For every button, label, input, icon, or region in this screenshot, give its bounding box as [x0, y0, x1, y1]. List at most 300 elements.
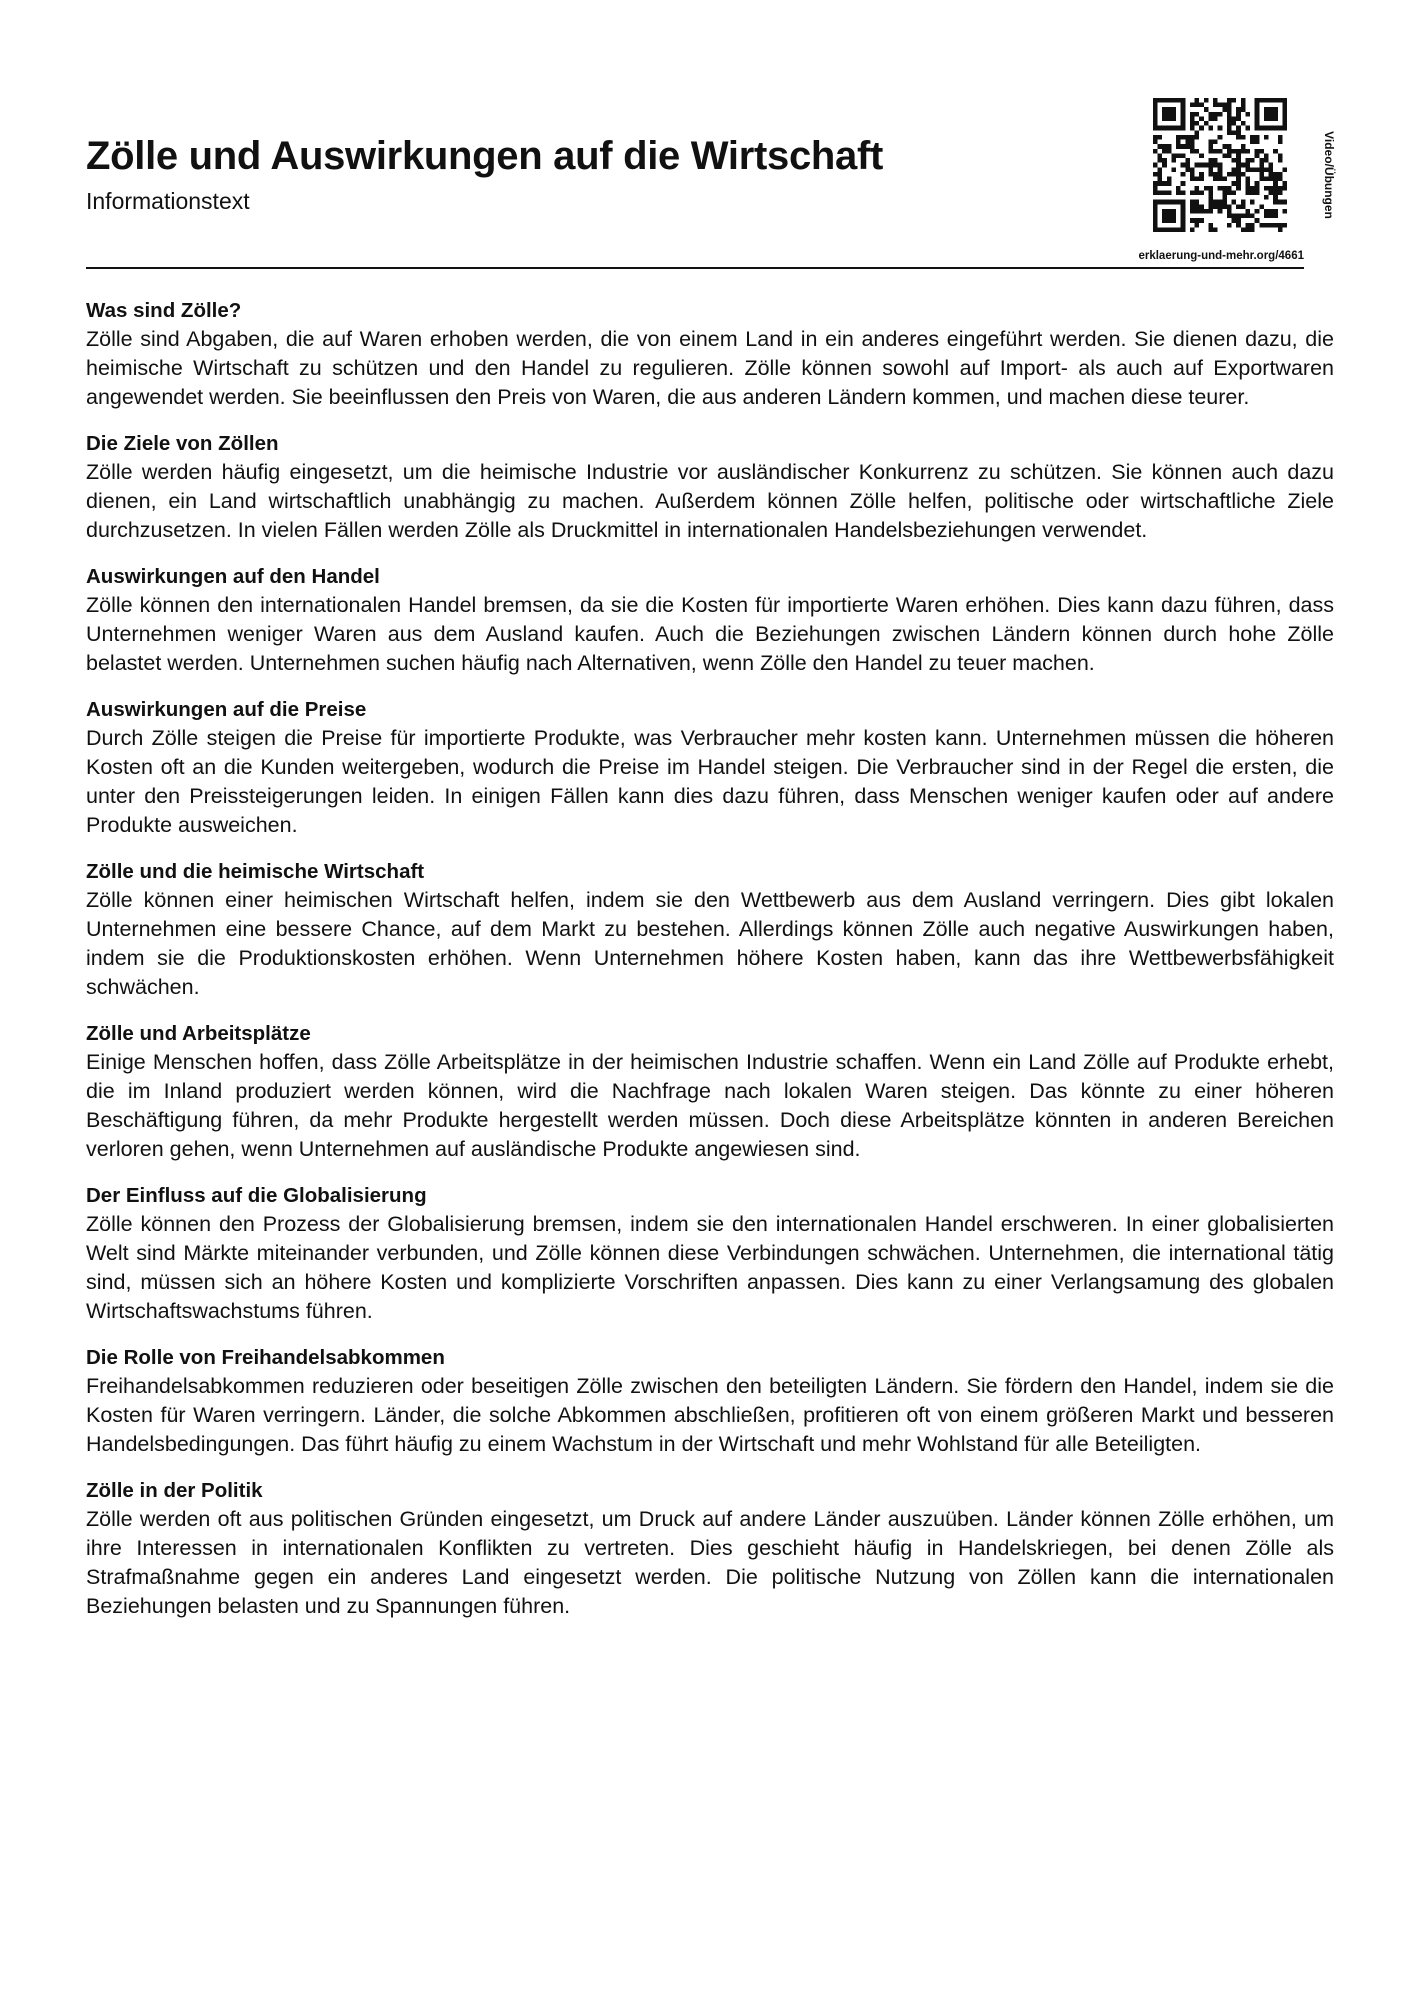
qr-module — [1167, 209, 1172, 214]
qr-module — [1213, 200, 1218, 205]
qr-module — [1208, 223, 1213, 228]
qr-module — [1195, 163, 1200, 168]
qr-module — [1282, 181, 1287, 186]
section-ziele-von-zoellen — [86, 429, 1334, 545]
qr-module — [1273, 98, 1278, 103]
qr-module — [1255, 209, 1260, 214]
qr-module — [1213, 163, 1218, 168]
qr-module — [1269, 167, 1274, 172]
qr-module — [1153, 163, 1158, 168]
qr-module — [1181, 204, 1186, 209]
qr-module — [1264, 214, 1269, 219]
qr-module — [1185, 167, 1190, 172]
qr-module — [1227, 116, 1232, 121]
qr-module — [1162, 107, 1167, 112]
qr-module — [1208, 200, 1213, 205]
qr-module — [1153, 181, 1158, 186]
qr-module — [1259, 223, 1264, 228]
qr-module — [1264, 209, 1269, 214]
qr-module — [1199, 116, 1204, 121]
qr-module — [1222, 103, 1227, 108]
qr-module — [1153, 218, 1158, 223]
qr-module — [1213, 103, 1218, 108]
qr-module — [1195, 149, 1200, 154]
qr-module — [1241, 107, 1246, 112]
qr-module — [1208, 227, 1213, 232]
qr-module — [1232, 130, 1237, 135]
qr-module — [1255, 167, 1260, 172]
qr-module — [1222, 144, 1227, 149]
qr-module — [1176, 126, 1181, 131]
qr-module — [1264, 112, 1269, 117]
qr-module — [1236, 177, 1241, 182]
qr-module — [1190, 204, 1195, 209]
qr-module — [1218, 172, 1223, 177]
qr-module — [1278, 177, 1283, 182]
qr-module — [1167, 177, 1172, 182]
qr-module — [1195, 186, 1200, 191]
qr-module — [1227, 130, 1232, 135]
section-heading: Der Einfluss auf die Globalisierung — [86, 1184, 427, 1207]
qr-module — [1153, 121, 1158, 126]
qr-module — [1162, 98, 1167, 103]
section-auswirkungen-preise — [86, 695, 1334, 840]
qr-module — [1204, 107, 1209, 112]
qr-module — [1181, 181, 1186, 186]
qr-module — [1264, 177, 1269, 182]
qr-module — [1218, 209, 1223, 214]
section-freihandelsabkommen — [86, 1343, 1334, 1459]
qr-module — [1255, 116, 1260, 121]
qr-module — [1158, 98, 1163, 103]
qr-module — [1269, 163, 1274, 168]
qr-module — [1195, 190, 1200, 195]
qr-module — [1236, 172, 1241, 177]
qr-module — [1232, 218, 1237, 223]
qr-module — [1227, 223, 1232, 228]
qr-module — [1195, 98, 1200, 103]
qr-module — [1227, 103, 1232, 108]
qr-module — [1195, 135, 1200, 140]
qr-module — [1199, 209, 1204, 214]
qr-module — [1227, 209, 1232, 214]
qr-module — [1171, 158, 1176, 163]
qr-module — [1171, 167, 1176, 172]
qr-module — [1259, 149, 1264, 154]
qr-module — [1190, 140, 1195, 145]
qr-module — [1282, 209, 1287, 214]
section-globalisierung — [86, 1181, 1334, 1326]
qr-module — [1171, 126, 1176, 131]
qr-module — [1181, 218, 1186, 223]
qr-module — [1282, 116, 1287, 121]
qr-module — [1153, 200, 1158, 205]
qr-module — [1185, 144, 1190, 149]
qr-module — [1176, 200, 1181, 205]
qr-module — [1222, 195, 1227, 200]
qr-module — [1167, 149, 1172, 154]
qr-module — [1167, 144, 1172, 149]
qr-module — [1236, 163, 1241, 168]
qr-module — [1158, 200, 1163, 205]
section-body: Zölle sind Abgaben, die auf Waren erhoben werden, die von einem Land in ein anderes eingeführt werden. Sie dienen dazu, die heimische Wirtschaft zu schützen und den Handel zu regulieren. Zölle können sowohl auf Import- als auch auf Exportwaren angewendet werden. Sie beeinflussen den Preis von Waren, die aus anderen Ländern kommen, und machen diese teurer. — [86, 327, 1334, 409]
qr-module — [1199, 172, 1204, 177]
qr-module — [1181, 223, 1186, 228]
qr-module — [1241, 98, 1246, 103]
qr-module — [1222, 200, 1227, 205]
qr-module — [1218, 204, 1223, 209]
qr-module — [1245, 190, 1250, 195]
section-body: Durch Zölle steigen die Preise für importierte Produkte, was Verbraucher mehr kosten kann. Unternehmen müssen die höheren Kosten oft an die Kunden weitergeben, wodurch die Preise im Handel steigen. Die Verbraucher sind in der Regel die ersten, die unter den Preissteigerungen leiden. In einigen Fällen kann dies dazu führen, dass Menschen weniger kaufen oder auf andere Produkte ausweichen. — [86, 726, 1334, 837]
qr-module — [1195, 200, 1200, 205]
qr-module — [1181, 107, 1186, 112]
qr-module — [1227, 153, 1232, 158]
qr-module — [1273, 107, 1278, 112]
qr-module — [1264, 98, 1269, 103]
qr-module — [1250, 186, 1255, 191]
qr-module — [1190, 126, 1195, 131]
qr-code[interactable] — [1153, 98, 1287, 232]
qr-module — [1158, 172, 1163, 177]
qr-module — [1236, 214, 1241, 219]
qr-module — [1264, 195, 1269, 200]
video-exercises-label-text: Video/Übungen — [1322, 131, 1336, 219]
qr-module — [1181, 209, 1186, 214]
qr-module — [1259, 98, 1264, 103]
qr-module — [1181, 144, 1186, 149]
qr-module — [1158, 144, 1163, 149]
qr-module — [1273, 149, 1278, 154]
qr-module — [1181, 126, 1186, 131]
qr-module — [1218, 112, 1223, 117]
qr-module — [1171, 200, 1176, 205]
qr-module — [1153, 172, 1158, 177]
qr-module — [1190, 167, 1195, 172]
qr-module — [1232, 98, 1237, 103]
qr-module — [1232, 214, 1237, 219]
qr-module — [1236, 116, 1241, 121]
qr-module — [1199, 190, 1204, 195]
qr-module — [1153, 98, 1158, 103]
qr-module — [1227, 121, 1232, 126]
qr-module — [1241, 144, 1246, 149]
qr-module — [1181, 103, 1186, 108]
qr-module — [1153, 186, 1158, 191]
qr-module — [1236, 186, 1241, 191]
qr-module — [1245, 209, 1250, 214]
qr-module — [1232, 172, 1237, 177]
qr-module — [1181, 112, 1186, 117]
qr-module — [1278, 190, 1283, 195]
qr-module — [1273, 177, 1278, 182]
qr-module — [1190, 200, 1195, 205]
qr-module — [1259, 172, 1264, 177]
qr-module — [1167, 227, 1172, 232]
qr-module — [1167, 107, 1172, 112]
qr-module — [1181, 172, 1186, 177]
qr-module — [1227, 214, 1232, 219]
qr-module — [1236, 107, 1241, 112]
qr-module — [1208, 149, 1213, 154]
qr-module — [1208, 209, 1213, 214]
qr-module — [1208, 172, 1213, 177]
qr-module — [1162, 116, 1167, 121]
qr-module — [1208, 204, 1213, 209]
qr-module — [1167, 112, 1172, 117]
qr-module — [1162, 190, 1167, 195]
qr-module — [1204, 121, 1209, 126]
qr-module — [1204, 186, 1209, 191]
section-body: Einige Menschen hoffen, dass Zölle Arbeitsplätze in der heimischen Industrie schaffen. Wenn ein Land Zölle auf Produkte erhebt, die im Inland produziert werden können, wird die Nachfrage nach lokalen Waren steigen. Das könnte zu einer höheren Beschäftigung führen, da mehr Produkte hergestellt werden müssen. Doch diese Arbeitsplätze könnten in anderen Bereichen verloren gehen, wenn Unternehmen auf ausländische Produkte angewiesen sind. — [86, 1050, 1334, 1161]
qr-module — [1176, 98, 1181, 103]
qr-module — [1241, 214, 1246, 219]
qr-module — [1259, 126, 1264, 131]
qr-module — [1264, 158, 1269, 163]
qr-module — [1236, 204, 1241, 209]
qr-module — [1185, 158, 1190, 163]
qr-module — [1153, 149, 1158, 154]
qr-module — [1218, 186, 1223, 191]
qr-module — [1158, 167, 1163, 172]
qr-module — [1269, 186, 1274, 191]
qr-module — [1208, 163, 1213, 168]
qr-module — [1190, 227, 1195, 232]
qr-module — [1236, 167, 1241, 172]
qr-module — [1232, 167, 1237, 172]
qr-module — [1282, 200, 1287, 205]
qr-module — [1245, 149, 1250, 154]
qr-module — [1282, 167, 1287, 172]
qr-module — [1195, 130, 1200, 135]
qr-module — [1190, 172, 1195, 177]
qr-module — [1158, 126, 1163, 131]
qr-module — [1255, 153, 1260, 158]
qr-module — [1213, 149, 1218, 154]
qr-module — [1227, 190, 1232, 195]
qr-module — [1213, 98, 1218, 103]
qr-module — [1176, 135, 1181, 140]
qr-module — [1158, 135, 1163, 140]
qr-module — [1269, 209, 1274, 214]
qr-module — [1190, 209, 1195, 214]
qr-module — [1250, 214, 1255, 219]
qr-module — [1245, 163, 1250, 168]
qr-module — [1208, 140, 1213, 145]
qr-module — [1181, 227, 1186, 232]
qr-module — [1269, 177, 1274, 182]
qr-module — [1162, 112, 1167, 117]
qr-module — [1213, 204, 1218, 209]
qr-module — [1162, 209, 1167, 214]
qr-module — [1255, 126, 1260, 131]
qr-module — [1282, 98, 1287, 103]
qr-module — [1227, 204, 1232, 209]
section-body: Freihandelsabkommen reduzieren oder beseitigen Zölle zwischen den beteiligten Ländern. Sie fördern den Handel, indem sie die Kosten für Waren verringern. Länder, die solche Abkommen abschließen, profitieren oft von einem größeren Markt und besseren Handelsbedingungen. Das führt häufig zu einem Wachstum in der Wirtschaft und mehr Wohlstand für alle Beteiligten. — [86, 1374, 1334, 1456]
qr-module — [1195, 223, 1200, 228]
qr-module — [1167, 190, 1172, 195]
qr-module — [1158, 153, 1163, 158]
qr-module — [1208, 116, 1213, 121]
qr-url[interactable]: erklaerung-und-mehr.org/4661 — [1138, 250, 1304, 262]
qr-module — [1171, 116, 1176, 121]
qr-module — [1273, 190, 1278, 195]
qr-module — [1282, 186, 1287, 191]
qr-module — [1158, 190, 1163, 195]
qr-module — [1269, 107, 1274, 112]
qr-module — [1259, 167, 1264, 172]
qr-module — [1181, 153, 1186, 158]
qr-module — [1227, 186, 1232, 191]
qr-module — [1264, 107, 1269, 112]
qr-module — [1181, 163, 1186, 168]
qr-module — [1176, 186, 1181, 191]
qr-module — [1273, 195, 1278, 200]
qr-module — [1167, 218, 1172, 223]
qr-module — [1181, 116, 1186, 121]
section-heading: Die Rolle von Freihandelsabkommen — [86, 1346, 445, 1369]
qr-module — [1190, 177, 1195, 182]
qr-module — [1282, 112, 1287, 117]
qr-module — [1236, 153, 1241, 158]
qr-module — [1241, 135, 1246, 140]
qr-module — [1273, 200, 1278, 205]
qr-module — [1264, 126, 1269, 131]
qr-module — [1153, 135, 1158, 140]
qr-module — [1218, 163, 1223, 168]
qr-module — [1245, 177, 1250, 182]
qr-module — [1273, 112, 1278, 117]
qr-module — [1259, 158, 1264, 163]
qr-module — [1278, 153, 1283, 158]
qr-module — [1250, 200, 1255, 205]
qr-module — [1241, 163, 1246, 168]
qr-module — [1195, 121, 1200, 126]
qr-module — [1181, 190, 1186, 195]
section-body: Zölle werden häufig eingesetzt, um die heimische Industrie vor ausländischer Konkurrenz zu schützen. Sie können auch dazu dienen, ein Land wirtschaftlich unabhängig zu machen. Außerdem können Zölle helfen, politische oder wirtschaftliche Ziele durchzusetzen. In vielen Fällen werden Zölle als Druckmittel in internationalen Handelsbeziehungen verwendet. — [86, 460, 1334, 542]
qr-module — [1195, 209, 1200, 214]
qr-module — [1241, 200, 1246, 205]
qr-module — [1245, 223, 1250, 228]
qr-module — [1241, 227, 1246, 232]
qr-module — [1171, 112, 1176, 117]
qr-module — [1255, 149, 1260, 154]
section-heimische-wirtschaft — [86, 857, 1334, 1002]
qr-module — [1227, 126, 1232, 131]
qr-module — [1162, 227, 1167, 232]
qr-module — [1185, 140, 1190, 145]
qr-module — [1208, 186, 1213, 191]
qr-module — [1269, 214, 1274, 219]
qr-module — [1176, 227, 1181, 232]
qr-module — [1241, 121, 1246, 126]
qr-module — [1255, 140, 1260, 145]
qr-module — [1255, 181, 1260, 186]
qr-module — [1255, 103, 1260, 108]
qr-module — [1245, 181, 1250, 186]
qr-module — [1222, 177, 1227, 182]
qr-module — [1167, 98, 1172, 103]
qr-module — [1162, 181, 1167, 186]
qr-module — [1236, 130, 1241, 135]
qr-module — [1199, 163, 1204, 168]
qr-module — [1278, 200, 1283, 205]
qr-module — [1250, 227, 1255, 232]
qr-module — [1213, 116, 1218, 121]
qr-module — [1158, 177, 1163, 182]
qr-module — [1232, 116, 1237, 121]
qr-module — [1190, 121, 1195, 126]
qr-module — [1278, 223, 1283, 228]
qr-module — [1255, 190, 1260, 195]
qr-module — [1176, 190, 1181, 195]
qr-module — [1208, 195, 1213, 200]
qr-module — [1250, 158, 1255, 163]
qr-module — [1245, 214, 1250, 219]
qr-module — [1195, 177, 1200, 182]
section-heading: Auswirkungen auf den Handel — [86, 565, 380, 588]
qr-module — [1255, 98, 1260, 103]
qr-module — [1213, 227, 1218, 232]
qr-module — [1232, 200, 1237, 205]
qr-module — [1181, 98, 1186, 103]
qr-module — [1153, 209, 1158, 214]
qr-module — [1171, 153, 1176, 158]
qr-module — [1218, 177, 1223, 182]
qr-module — [1153, 214, 1158, 219]
qr-module — [1153, 190, 1158, 195]
section-heading: Zölle und die heimische Wirtschaft — [86, 860, 425, 883]
qr-module — [1269, 98, 1274, 103]
qr-module — [1282, 107, 1287, 112]
qr-module — [1185, 135, 1190, 140]
qr-module — [1227, 107, 1232, 112]
qr-module — [1190, 116, 1195, 121]
qr-module — [1236, 218, 1241, 223]
qr-module — [1195, 112, 1200, 117]
qr-module — [1264, 223, 1269, 228]
qr-module — [1236, 158, 1241, 163]
section-heading: Die Ziele von Zöllen — [86, 432, 279, 455]
section-was-sind-zoelle — [86, 296, 1334, 412]
qr-module — [1213, 158, 1218, 163]
qr-module — [1255, 121, 1260, 126]
qr-module — [1250, 190, 1255, 195]
section-arbeitsplaetze — [86, 1019, 1334, 1164]
qr-module — [1195, 204, 1200, 209]
qr-module — [1153, 103, 1158, 108]
qr-module — [1171, 218, 1176, 223]
qr-module — [1264, 167, 1269, 172]
qr-module — [1213, 140, 1218, 145]
qr-module — [1245, 167, 1250, 172]
qr-module — [1208, 158, 1213, 163]
qr-module — [1153, 140, 1158, 145]
page-title: Zölle und Auswirkungen auf die Wirtschaft — [86, 134, 884, 178]
qr-module — [1250, 140, 1255, 145]
qr-module — [1273, 186, 1278, 191]
qr-module — [1199, 126, 1204, 131]
section-heading: Zölle in der Politik — [86, 1479, 263, 1502]
section-auswirkungen-handel — [86, 562, 1334, 678]
qr-module — [1190, 103, 1195, 108]
section-body: Zölle werden oft aus politischen Gründen eingesetzt, um Druck auf andere Länder auszuüben. Länder können Zölle erhöhen, um ihre Interessen in internationalen Konflikten zu vertreten. Dies geschieht häufig in Handelskriegen, bei denen Zölle als Strafmaßnahme gegen ein anderes Land eingesetzt werden. Die politische Nutzung von Zöllen kann die internationalen Beziehungen belasten und zu Spannungen führen. — [86, 1507, 1334, 1618]
qr-module — [1213, 112, 1218, 117]
qr-module — [1259, 204, 1264, 209]
qr-module — [1195, 103, 1200, 108]
qr-module — [1218, 167, 1223, 172]
section-heading: Zölle und Arbeitsplätze — [86, 1022, 311, 1045]
qr-module — [1273, 126, 1278, 131]
